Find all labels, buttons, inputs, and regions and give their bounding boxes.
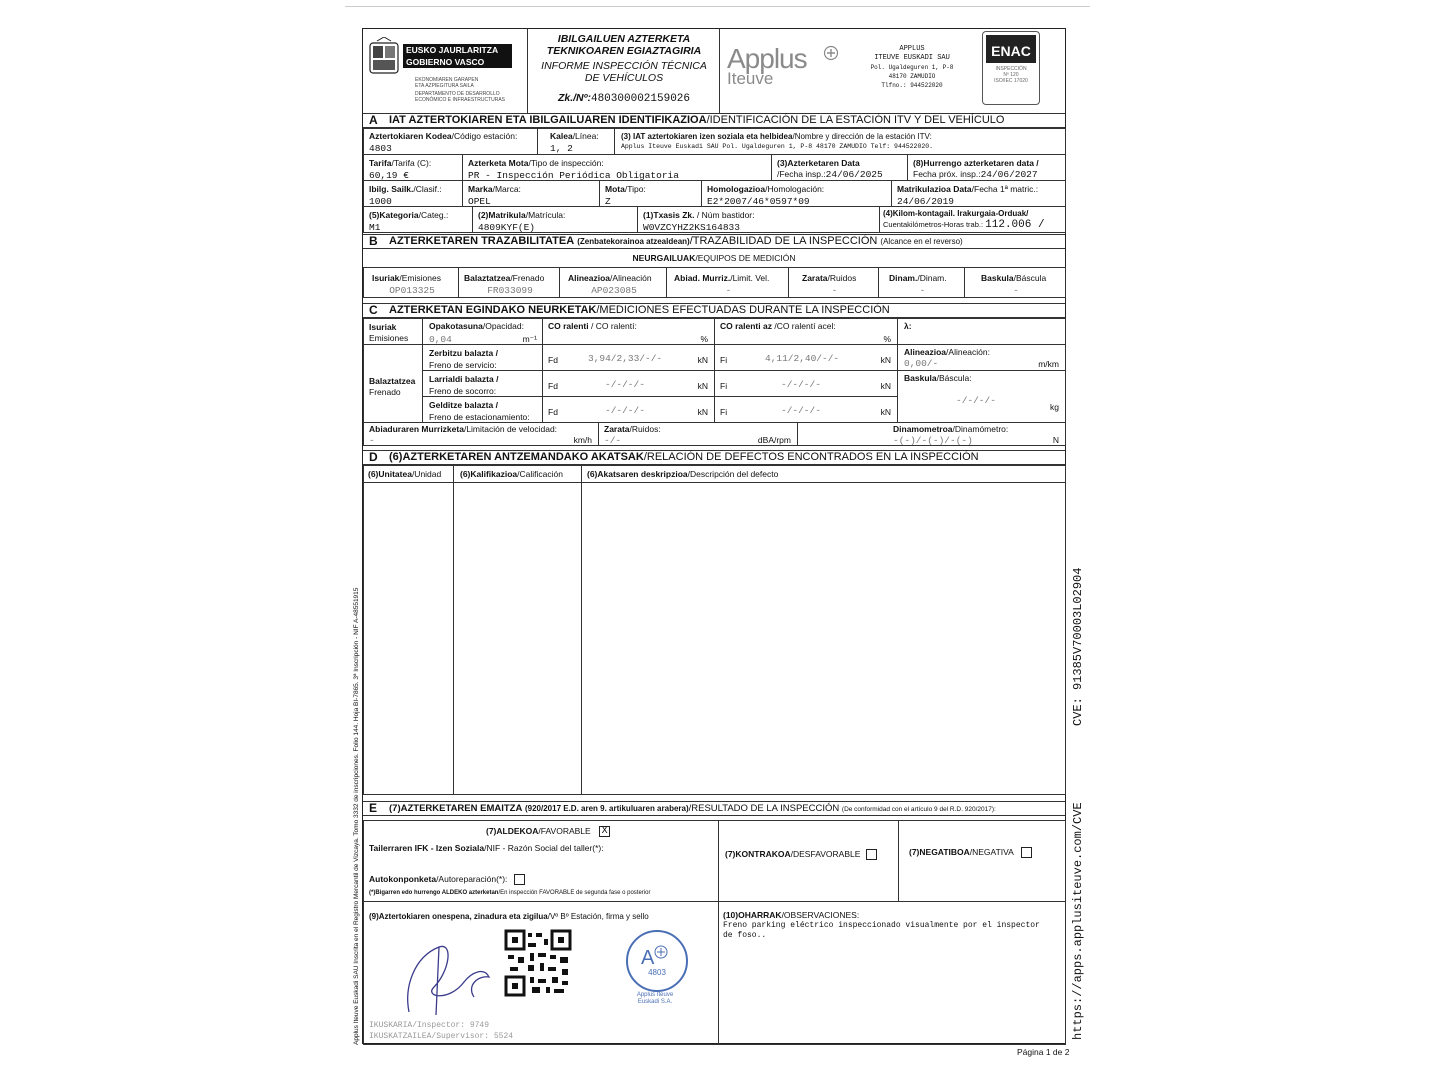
equipment-alignment [559, 267, 667, 298]
km-value: 112.006 / [985, 219, 1045, 231]
braking-label-eu: Balaztatzea [369, 376, 416, 386]
equipment-dyno [878, 267, 965, 298]
equip-dyno-label-es: /Dinam. [917, 273, 947, 283]
parking-brake-label [422, 396, 543, 423]
negative-label-es: /NEGATIVA [969, 847, 1014, 857]
homolog-label-eu: Homologazioa [707, 184, 766, 194]
dept-eu-1: EKONOMIAREN GARAPEN [415, 77, 479, 83]
defects-description-column [581, 465, 1066, 795]
equip-alignment-label-eu: Alineazioa [568, 273, 611, 283]
vin-label-eu: (1)Txasis Zk. [643, 210, 695, 220]
unfavorable-block [718, 820, 899, 902]
service-fd-label: Fd [548, 355, 558, 365]
equip-emissions-label-es: /Emisiones [399, 273, 441, 283]
lambda-field [897, 318, 1066, 345]
speed-limit-label-es: /Limitación de velocidad: [463, 424, 558, 434]
section-c-header [363, 303, 1065, 318]
type-label-es: /Tipo: [624, 184, 646, 194]
parking-brake-label-es: Freno de estacionamiento: [429, 412, 530, 422]
parking-fi-value: -/-/-/- [781, 405, 821, 416]
alignment-label-eu: Alineazioa [904, 347, 947, 357]
section-b-title-es: /TRAZABILIDAD DE LA INSPECCIÓN [689, 235, 878, 247]
vin-field [637, 206, 880, 233]
col-rating-label-eu: (6)Kalifikazioa [460, 469, 518, 479]
brand-name: Applus [727, 43, 807, 74]
equip-braking-label-es: /Frenado [510, 273, 545, 283]
type-value: Z [605, 196, 611, 207]
defects-unit-column [363, 465, 454, 795]
alignment-value: 0,00/- [904, 358, 939, 369]
equip-noise-label-eu: Zarata [802, 273, 828, 283]
dyn-label-es: /Dinamómetro: [952, 424, 1009, 434]
applus-logo [727, 43, 807, 89]
section-e-title-es: /RESULTADO DE LA INSPECCIÓN [688, 803, 840, 814]
co-idle-unit: % [700, 334, 708, 344]
qr-code-icon[interactable] [504, 929, 572, 997]
station-code-label-eu: Aztertokiaren Kodea [369, 131, 452, 141]
equip-noise-value: - [831, 285, 838, 296]
tariff-value: 60,19 € [369, 170, 409, 181]
negative-block [898, 820, 1066, 902]
opacity-field [422, 318, 543, 345]
dyn-value: -(-)/-(-)/-(-) [893, 435, 973, 446]
scan-top-edge [345, 6, 1090, 7]
scale-label-es: /Báscula: [936, 373, 972, 383]
equip-scale-value: - [1013, 285, 1019, 296]
emissions-label-eu: Isuriak [369, 322, 397, 332]
inspector-label: IKUSKARIA/Inspector: [369, 1021, 466, 1030]
parking-fi-label: Fi [720, 407, 728, 417]
workshop-label-eu: Tailerraren IFK - Izen Soziala [369, 843, 485, 853]
negative-label-eu: (7)NEGATIBOA [909, 847, 970, 857]
inspector-value: 9749 [469, 1021, 490, 1030]
enac-sub-1: INSPECCIÓN [995, 66, 1027, 72]
section-e-title-eu: (7)AZTERKETAREN EMAITZA [389, 803, 523, 814]
equipment-speed-limit [666, 267, 789, 298]
km-label-eu: (4)Kilom-kontagail. Irakurgaia-Orduak/ [883, 209, 1029, 218]
observations-label-es: /OBSERVACIONES: [781, 910, 860, 920]
make-value: OPEL [468, 196, 491, 207]
insp-date-label-es-2: /Fecha insp.: [777, 169, 826, 179]
co-accel-label-es: /CO ralentí acel: [771, 321, 836, 331]
station-code-field [363, 128, 538, 155]
co-accel-label-eu: CO ralenti az [720, 321, 772, 331]
page-number: Página 1 de 2 [1017, 1047, 1070, 1057]
signature-label-eu: (9)Aztertokiaren onespena, zinadura eta zigilua [369, 912, 548, 921]
station-name-value: Applus Iteuve Euskadi SAU Pol. Ugaldeguren 1, P-8 48170 ZAMUDIO Telf: 944522020. [621, 143, 934, 150]
equipment-label-eu: NEURGAILUAK [632, 253, 696, 263]
equipment-braking [458, 267, 560, 298]
category-label-es: /Categ.: [418, 210, 449, 220]
line-value: 1, 2 [550, 143, 573, 154]
type-field [599, 180, 702, 207]
station-name-field [614, 128, 1066, 155]
noise-field [598, 422, 798, 446]
insp-type-value: PR - Inspección Periódica Obligatoria [468, 170, 679, 181]
emergency-fi-label: Fi [720, 381, 728, 391]
col-unit-label-eu: (6)Unitatea [368, 469, 412, 479]
parking-brake-label-eu: Gelditze balazta / [429, 400, 498, 410]
self-repair-checkbox[interactable] [514, 874, 525, 885]
dept-eu-2: ETA AZPIEGITURA SAILA [415, 83, 474, 89]
vin-value: W0VZCYHZ2KS164833 [643, 222, 740, 233]
enac-sub-3: ISO/IEC 17020 [994, 78, 1028, 84]
equipment-label-es: /EQUIPOS DE MEDICIÓN [695, 253, 796, 263]
report-title-block [529, 29, 720, 115]
co-accel-field [714, 318, 898, 345]
equipment-noise [788, 267, 879, 298]
unfavorable-label-eu: (7)KONTRAKOA [725, 849, 791, 859]
emissions-row-label [363, 318, 423, 345]
brand-sub: Iteuve [727, 69, 774, 88]
company-line-3: Pol. Ugaldeguren 1, P-8 [870, 64, 954, 71]
co-idle-label-eu: CO ralenti [548, 321, 589, 331]
plate-label-eu: (2)Matrikula [478, 210, 526, 220]
classification-field [363, 180, 463, 207]
company-line-4: 48170 ZAMUDIO [888, 73, 936, 80]
insp-type-label-eu: Azterketa Mota [468, 158, 529, 168]
emissions-label-es: Emisiones [369, 333, 409, 343]
odometer-field [879, 206, 1066, 233]
plate-label-es: /Matrícula: [525, 210, 566, 220]
homolog-label-es: /Homologación: [765, 184, 825, 194]
station-name-label-eu: (3) IAT aztertokiaren izen soziala eta helbidea [621, 132, 793, 141]
stamp-text-2: Euskadi S.A. [637, 999, 673, 1005]
unfavorable-checkbox[interactable] [866, 849, 877, 860]
observations-block [718, 901, 1066, 1045]
opacity-value: 0,04 [429, 334, 452, 345]
section-e-ref-eu: (920/2017 E.D. aren 9. artikuluaren arabera) [524, 804, 689, 813]
number-label: Zk./Nº: [557, 92, 591, 104]
reg-date-value: 24/06/2019 [897, 196, 955, 207]
inspection-date-field [771, 154, 908, 181]
station-code-value: 4803 [369, 143, 392, 154]
service-brake-label [422, 344, 543, 371]
equip-emissions-value: OP013325 [389, 285, 435, 296]
section-a-header [363, 113, 1065, 128]
noise-value: -/- [604, 435, 622, 446]
parking-fd-value: -/-/-/- [605, 405, 645, 416]
stamp-text-1: Applus Iteuve [636, 992, 674, 998]
service-brake-label-eu: Zerbitzu balazta / [429, 348, 498, 358]
basque-coat-of-arms-icon [367, 37, 401, 77]
emergency-brake-label-es: Freno de socorro: [429, 386, 497, 396]
equip-alignment-value: AP023085 [591, 285, 637, 296]
class-label-eu: Ibilg. Sailk. [369, 184, 414, 194]
plate-field [472, 206, 638, 233]
favorable-label-es: /FAVORABLE [538, 826, 591, 836]
category-label-eu: (5)Kategoria [369, 210, 419, 220]
make-label-eu: Marka [468, 184, 493, 194]
inspection-type-field [462, 154, 772, 181]
section-c-title-es: /MEDICIONES EFECTUADAS DURANTE LA INSPECCIÓN [596, 304, 890, 316]
class-label-es: /Clasif.: [413, 184, 442, 194]
service-fi-cell [714, 344, 898, 371]
parking-fd-label: Fd [548, 407, 558, 417]
company-line-2: ITEUVE EUSKADI SAU [874, 54, 950, 62]
next-date-label-es: Fecha próx. insp.: [913, 169, 981, 179]
speed-limit-unit: km/h [573, 435, 592, 445]
equip-braking-label-eu: Balaztatzea [464, 273, 511, 283]
section-e-ref-es: (De conformidad con el artículo 9 del R.D. 920/2017): [841, 806, 996, 813]
plus-circle-icon [823, 45, 839, 61]
equip-speed-value: - [725, 285, 732, 296]
self-repair-label-eu: Autokonponketa [369, 874, 437, 884]
section-a-letter: A [369, 113, 378, 127]
enac-label: ENAC [986, 35, 1036, 63]
reg-date-label-eu: Matrikulazioa Data [897, 184, 972, 194]
category-field [363, 206, 473, 233]
speed-limit-value: - [369, 435, 375, 446]
co-accel-unit: % [883, 334, 891, 344]
emergency-fd-cell [542, 370, 715, 397]
stamp-caption [620, 992, 690, 1006]
gov-name-eu: EUSKO JAURLARITZA [403, 44, 512, 56]
next-inspection-field [907, 154, 1066, 181]
section-d-title-es: /RELACIÓN DE DEFECTOS ENCONTRADOS EN LA INSPECCIÓN [643, 451, 979, 463]
equip-noise-label-es: /Ruidos [827, 273, 857, 283]
insp-date-value: 24/06/2025 [825, 169, 883, 180]
svg-text:A: A [641, 947, 655, 968]
line-label-eu: Kalea [550, 131, 573, 141]
scale-label-eu: Baskula [904, 373, 937, 383]
opacity-label-es: /Opacidad: [482, 321, 524, 331]
footnote-eu: (*)Bigarren edo hurrengo ALDEKO azterketan [369, 890, 499, 896]
gov-logo-block [363, 29, 528, 115]
title-es-1: INFORME INSPECCIÓN TÉCNICA [541, 60, 707, 72]
section-a-title-eu: IAT AZTERTOKIAREN ETA IBILGAILUAREN IDENTIFIKAZIOA [389, 114, 707, 126]
report-number: 480300002159026 [590, 93, 691, 105]
col-unit-label-es: /Unidad [411, 469, 442, 479]
service-fd-unit: kN [697, 355, 708, 365]
dept-es-1: DEPARTAMENTO DE DESARROLLO [415, 91, 500, 97]
section-d-title-eu: (6)AZTERKETAREN ANTZEMANDAKO AKATSAK [389, 451, 644, 463]
service-fi-label: Fi [720, 355, 728, 365]
equipment-heading [363, 253, 1065, 263]
category-value: M1 [369, 222, 381, 233]
registry-side-text: Applus Iteuve Euskadi SAU Inscrita en el Registro Mercantil de Vizcaya. Tomo 3332 de inscripciones. Folio 144. Hoja BI-7865. 3ª Inscripción - NIF A-48551915 [353, 587, 360, 1045]
company-line-1: APPLUS [899, 45, 925, 53]
section-b-letter: B [369, 234, 378, 248]
title-eu-1: IBILGAILUEN AZTERKETA [557, 33, 691, 45]
enac-sub-2: Nº 120 [1003, 72, 1019, 78]
make-label-es: /Marca: [492, 184, 521, 194]
tariff-label-es: /Tarifa (C): [391, 158, 432, 168]
equip-speed-label-eu: Abiad. Murriz. [674, 273, 731, 283]
scale-unit: kg [1050, 402, 1059, 412]
inspection-report [362, 28, 1066, 1044]
equip-speed-label-es: /Limit. Vel. [730, 273, 770, 283]
speed-limit-label-eu: Abiaduraren Murrizketa [369, 424, 464, 434]
braking-row-label [363, 344, 423, 423]
make-field [462, 180, 600, 207]
equip-dyno-value: - [919, 285, 926, 296]
workshop-label-es: /NIF - Razón Social del taller(*): [484, 843, 604, 853]
speed-limit-field [363, 422, 599, 446]
next-date-value: 24/06/2027 [980, 169, 1038, 180]
section-d-letter: D [369, 450, 378, 464]
dyn-unit: N [1052, 435, 1059, 445]
favorable-checkbox[interactable]: X [599, 826, 610, 837]
company-line-5: Tlfno.: 944522020 [881, 82, 943, 89]
inspection-line-field [537, 128, 615, 155]
line-label-es: /Línea: [572, 131, 599, 141]
alignment-field [897, 344, 1066, 371]
equipment-scale [964, 267, 1066, 298]
footnote-es: /En inspección FAVORABLE de segunda fase o posterior [498, 890, 651, 896]
signature-label-es: /Vº Bº Estación, firma y sello [547, 912, 649, 921]
reg-date-label-es: /Fecha 1ª matric.: [971, 184, 1039, 194]
equipment-emissions [363, 267, 459, 298]
observations-label-eu: (10)OHARRAK [723, 910, 782, 920]
emergency-fd-label: Fd [548, 381, 558, 391]
co-idle-label-es: / CO ralentí: [588, 321, 637, 331]
alignment-unit: m/km [1038, 359, 1059, 369]
title-es-2: DE VEHÍCULOS [584, 72, 664, 84]
parking-fd-unit: kN [697, 407, 708, 417]
station-name-label-es: /Nombre y dirección de la estación ITV: [792, 132, 932, 141]
observations-text: Freno parking eléctrico inspeccionado visualmente por el inspector de foso.. [723, 921, 1040, 940]
insp-date-label-eu: (3)Azterketaren Data [777, 158, 860, 168]
plate-value: 4809KYF(E) [478, 222, 536, 233]
next-date-label-eu: (8)Hurrengo azterketaren data / [913, 158, 1039, 168]
equip-alignment-label-es: /Alineación [610, 273, 652, 283]
scale-value: -/-/-/- [956, 395, 996, 406]
section-c-title-eu: AZTERKETAN EGINDAKO NEURKETAK [389, 304, 597, 316]
braking-label-es: Frenado [369, 387, 401, 397]
stamp-code: 4803 [648, 968, 666, 977]
service-fi-value: 4,11/2,40/-/- [765, 353, 840, 364]
dyn-label-eu: Dinamometroa [893, 424, 953, 434]
parking-fi-cell [714, 396, 898, 423]
handwritten-signature [394, 927, 504, 1022]
noise-label-eu: Zarata [604, 424, 630, 434]
section-a-title-es: /IDENTIFICACIÓN DE LA ESTACIÓN ITV Y DEL VEHÍCULO [706, 114, 1005, 126]
emergency-fi-unit: kN [880, 381, 891, 391]
company-address [853, 45, 971, 90]
section-c-letter: C [369, 303, 378, 317]
gov-name-es: GOBIERNO VASCO [403, 56, 512, 68]
cve-url[interactable]: https://apps.applusiteuve.com/CVE [1071, 802, 1085, 1040]
service-fd-value: 3,94/2,33/-/- [588, 353, 663, 364]
section-e-letter: E [369, 801, 378, 815]
emergency-fi-cell [714, 370, 898, 397]
negative-checkbox[interactable] [1021, 847, 1032, 858]
section-b-scope-es: (Alcance en el reverso) [880, 237, 963, 246]
supervisor-label: IKUSKATZAILEA/Supervisor: [369, 1032, 490, 1041]
equip-emissions-label-eu: Isuriak [372, 273, 400, 283]
homologation-field [701, 180, 892, 207]
equip-dyno-label-eu: Dinam. [889, 273, 918, 283]
section-b-title-eu: AZTERKETAREN TRAZABILITATEA [389, 235, 575, 247]
tariff-label-eu: Tarifa [369, 158, 392, 168]
favorable-label-eu: (7)ALDEKOA [486, 826, 539, 836]
equip-scale-label-es: /Báscula [1013, 273, 1047, 283]
equip-braking-value: FR033099 [487, 285, 533, 296]
opacity-unit: m⁻¹ [522, 334, 537, 344]
vin-label-es: / Núm bastidor: [694, 210, 755, 220]
emergency-brake-label [422, 370, 543, 397]
self-repair-label-es: /Autoreparación(*): [436, 874, 508, 884]
equip-scale-label-eu: Baskula [981, 273, 1014, 283]
co-idle-field [542, 318, 715, 345]
col-desc-label-eu: (6)Akatsaren deskripzioa [587, 469, 688, 479]
type-label-eu: Mota [605, 184, 625, 194]
cve-code: CVE: 91385V70003L02904 [1071, 567, 1085, 726]
parking-fi-unit: kN [880, 407, 891, 417]
service-brake-label-es: Freno de servicio: [429, 360, 497, 370]
dept-es-2: ECONÓMICO E INFRAESTRUCTURAS [415, 97, 506, 103]
parking-fd-cell [542, 396, 715, 423]
scale-field [897, 370, 1066, 423]
homolog-value: E2*2007/46*0597*09 [707, 196, 810, 207]
section-d-header [363, 450, 1065, 465]
dynamometer-field [797, 422, 1066, 446]
noise-label-es: /Ruidos: [629, 424, 661, 434]
service-fi-unit: kN [880, 355, 891, 365]
noise-unit: dBA/rpm [757, 435, 791, 445]
enac-badge [982, 31, 1040, 105]
unfavorable-label-es: /DESFAVORABLE [790, 849, 861, 859]
supervisor-value: 5524 [493, 1032, 514, 1041]
title-eu-2: TEKNIKOAREN EGIAZTAGIRIA [546, 45, 702, 57]
registration-date-field [891, 180, 1066, 207]
defects-rating-column [453, 465, 582, 795]
col-desc-label-es: /Descripción del defecto [687, 469, 779, 479]
section-e-header [363, 801, 1065, 816]
km-label-es: Cuentakilómetros-Horas trab.: [883, 220, 984, 229]
opacity-label-eu: Opakotasuna [429, 321, 483, 331]
favorable-block [363, 820, 719, 902]
section-b-header [363, 234, 1065, 249]
class-value: 1000 [369, 196, 392, 207]
insp-type-label-es: /Tipo de inspección: [528, 158, 604, 168]
emergency-fd-unit: kN [697, 381, 708, 391]
signature-block [363, 901, 719, 1045]
lambda-label: λ: [904, 321, 912, 331]
tariff-field [363, 154, 463, 181]
section-b-scope-eu: (Zenbatekorainoa atzealdean) [577, 237, 690, 246]
emergency-brake-label-eu: Larrialdi balazta / [429, 374, 499, 384]
col-rating-label-es: /Calificación [517, 469, 563, 479]
station-stamp [626, 930, 688, 992]
emergency-fd-value: -/-/-/- [605, 379, 645, 390]
applus-stamp-icon [641, 944, 671, 968]
alignment-label-es: /Alineación: [946, 347, 990, 357]
station-code-label-es: /Código estación: [451, 131, 518, 141]
emergency-fi-value: -/-/-/- [781, 379, 821, 390]
service-fd-cell [542, 344, 715, 371]
